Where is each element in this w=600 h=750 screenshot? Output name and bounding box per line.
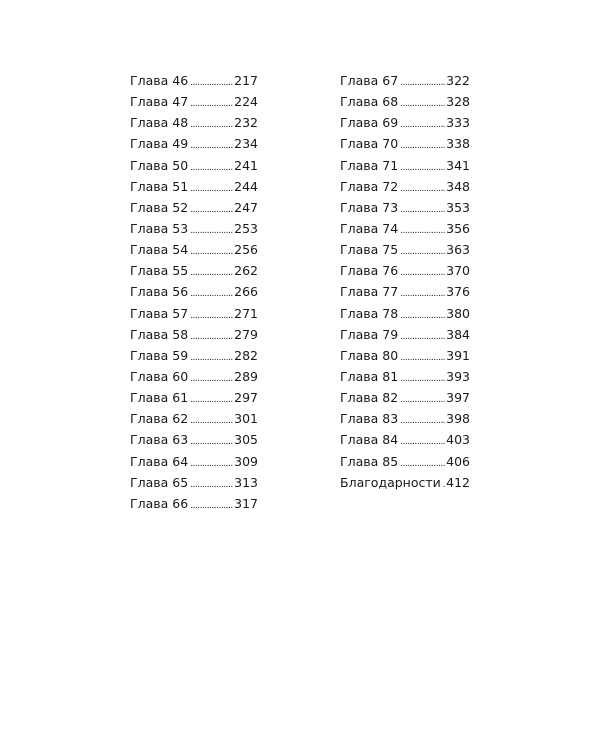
toc-entry	[340, 451, 470, 472]
toc-entry	[130, 260, 258, 281]
toc-entry-page-number: 370	[446, 263, 470, 279]
toc-entry-page-number: 289	[234, 368, 258, 384]
toc-entry-label: Глава 59	[130, 347, 189, 363]
toc-entry	[340, 366, 470, 387]
toc-entry-page-number: 271	[234, 305, 258, 321]
toc-entry-page-number: 397	[446, 390, 470, 406]
toc-entry-page-number: 256	[234, 242, 258, 258]
toc-entry-page-number: 348	[446, 178, 470, 194]
toc-entry	[130, 133, 258, 154]
toc-entry-label: Глава 47	[130, 94, 189, 110]
toc-entry	[130, 366, 258, 387]
toc-entry-page-number: 391	[446, 347, 470, 363]
table-of-contents	[130, 70, 470, 514]
toc-entry-label: Глава 55	[130, 263, 189, 279]
toc-entry-page-number: 241	[234, 157, 258, 173]
toc-entry-page-number: 282	[234, 347, 258, 363]
toc-entry-page-number: 341	[446, 157, 470, 173]
toc-entry-label: Глава 81	[340, 368, 399, 384]
toc-entry	[340, 176, 470, 197]
toc-entry-page-number: 328	[446, 94, 470, 110]
toc-entry-leader	[443, 475, 445, 496]
toc-entry-label: Глава 79	[340, 326, 399, 342]
toc-entry-label: Глава 62	[130, 411, 189, 427]
toc-entry-label: Глава 54	[130, 242, 189, 258]
toc-entry-page-number: 244	[234, 178, 258, 194]
toc-entry	[130, 176, 258, 197]
toc-entry-page-number: 398	[446, 411, 470, 427]
toc-entry	[340, 324, 470, 345]
toc-entry	[130, 408, 258, 429]
toc-entry	[130, 345, 258, 366]
toc-entry-label: Глава 49	[130, 136, 189, 152]
toc-entry-label: Глава 82	[340, 390, 399, 406]
toc-entry-page-number: 217	[234, 73, 258, 88]
toc-entry-label: Глава 53	[130, 220, 189, 236]
toc-entry	[130, 239, 258, 260]
toc-entry-label: Глава 71	[340, 157, 399, 173]
toc-entry	[130, 472, 258, 493]
toc-entry-page-number: 393	[446, 368, 470, 384]
toc-entry	[130, 451, 258, 472]
toc-entry	[130, 429, 258, 450]
toc-entry-page-number: 234	[234, 136, 258, 152]
toc-entry-label: Глава 78	[340, 305, 399, 321]
toc-entry-label: Глава 76	[340, 263, 399, 279]
toc-entry-page-number: 309	[234, 453, 258, 469]
toc-entry-label: Глава 70	[340, 136, 399, 152]
toc-column-left	[130, 70, 258, 514]
toc-entry	[130, 387, 258, 408]
toc-entry-label: Глава 51	[130, 178, 189, 194]
toc-entry-page-number: 253	[234, 220, 258, 236]
toc-entry-page-number: 353	[446, 199, 470, 215]
toc-entry	[340, 70, 470, 91]
toc-entry	[130, 155, 258, 176]
toc-entry-page-number: 262	[234, 263, 258, 279]
toc-entry	[340, 218, 470, 239]
toc-entry-label: Глава 75	[340, 242, 399, 258]
toc-entry-page-number: 232	[234, 115, 258, 131]
toc-entry-page-number: 333	[446, 115, 470, 131]
toc-entry	[340, 260, 470, 281]
toc-entry-page-number: 363	[446, 242, 470, 258]
toc-entry-page-number: 301	[234, 411, 258, 427]
toc-entry	[130, 303, 258, 324]
toc-entry-label: Глава 50	[130, 157, 189, 173]
toc-entry	[130, 91, 258, 112]
toc-entry-label: Глава 63	[130, 432, 189, 448]
toc-entry	[340, 112, 470, 133]
toc-entry-label: Глава 69	[340, 115, 399, 131]
toc-entry-page-number: 412	[446, 474, 470, 490]
toc-entry	[340, 155, 470, 176]
toc-entry	[340, 472, 470, 493]
toc-entry-page-number: 384	[446, 326, 470, 342]
toc-column-right	[340, 70, 470, 514]
toc-entry	[130, 70, 258, 91]
toc-entry-page-number: 279	[234, 326, 258, 342]
toc-entry-label: Глава 85	[340, 453, 399, 469]
toc-entry	[340, 408, 470, 429]
toc-entry-page-number: 338	[446, 136, 470, 152]
toc-entry	[340, 429, 470, 450]
toc-entry	[130, 112, 258, 133]
toc-entry-page-number: 247	[234, 199, 258, 215]
toc-entry	[130, 218, 258, 239]
toc-entry	[340, 133, 470, 154]
toc-entry	[340, 239, 470, 260]
toc-entry-page-number: 224	[234, 94, 258, 110]
toc-entry	[340, 303, 470, 324]
toc-entry-label: Глава 80	[340, 347, 399, 363]
toc-entry-page-number: 317	[234, 495, 258, 511]
toc-entry-label: Глава 65	[130, 474, 189, 490]
toc-entry-label: Глава 72	[340, 178, 399, 194]
toc-entry-page-number: 380	[446, 305, 470, 321]
toc-entry-page-number: 266	[234, 284, 258, 300]
toc-entry-page-number: 376	[446, 284, 470, 300]
toc-entry-page-number: 305	[234, 432, 258, 448]
toc-entry-page-number: 406	[446, 453, 470, 469]
toc-entry-label: Глава 84	[340, 432, 399, 448]
toc-entry	[130, 493, 258, 514]
toc-entry	[130, 324, 258, 345]
toc-entry-page-number: 403	[446, 432, 470, 448]
toc-entry	[340, 345, 470, 366]
toc-entry-label: Глава 46	[130, 73, 189, 88]
toc-entry-label: Глава 60	[130, 368, 189, 384]
toc-entry-label: Глава 48	[130, 115, 189, 131]
toc-entry-leader	[190, 496, 233, 517]
toc-entry	[130, 281, 258, 302]
toc-entry	[340, 197, 470, 218]
toc-entry-label: Глава 56	[130, 284, 189, 300]
toc-entry-page-number: 313	[234, 474, 258, 490]
toc-entry-label: Глава 66	[130, 495, 189, 511]
toc-entry-label: Глава 58	[130, 326, 189, 342]
toc-entry-label: Глава 61	[130, 390, 189, 406]
toc-entry	[340, 281, 470, 302]
toc-entry-label: Благодарности	[340, 474, 441, 490]
toc-entry-label: Глава 67	[340, 73, 399, 88]
toc-entry-label: Глава 77	[340, 284, 399, 300]
toc-entry-label: Глава 57	[130, 305, 189, 321]
toc-entry	[340, 91, 470, 112]
toc-entry-page-number: 356	[446, 220, 470, 236]
toc-entry-label: Глава 74	[340, 220, 399, 236]
toc-entry-label: Глава 52	[130, 199, 189, 215]
toc-entry-label: Глава 64	[130, 453, 189, 469]
toc-entry-label: Глава 68	[340, 94, 399, 110]
toc-entry-label: Глава 73	[340, 199, 399, 215]
toc-entry	[340, 387, 470, 408]
toc-entry	[130, 197, 258, 218]
toc-entry-label: Глава 83	[340, 411, 399, 427]
toc-entry-page-number: 322	[446, 73, 470, 88]
toc-entry-page-number: 297	[234, 390, 258, 406]
